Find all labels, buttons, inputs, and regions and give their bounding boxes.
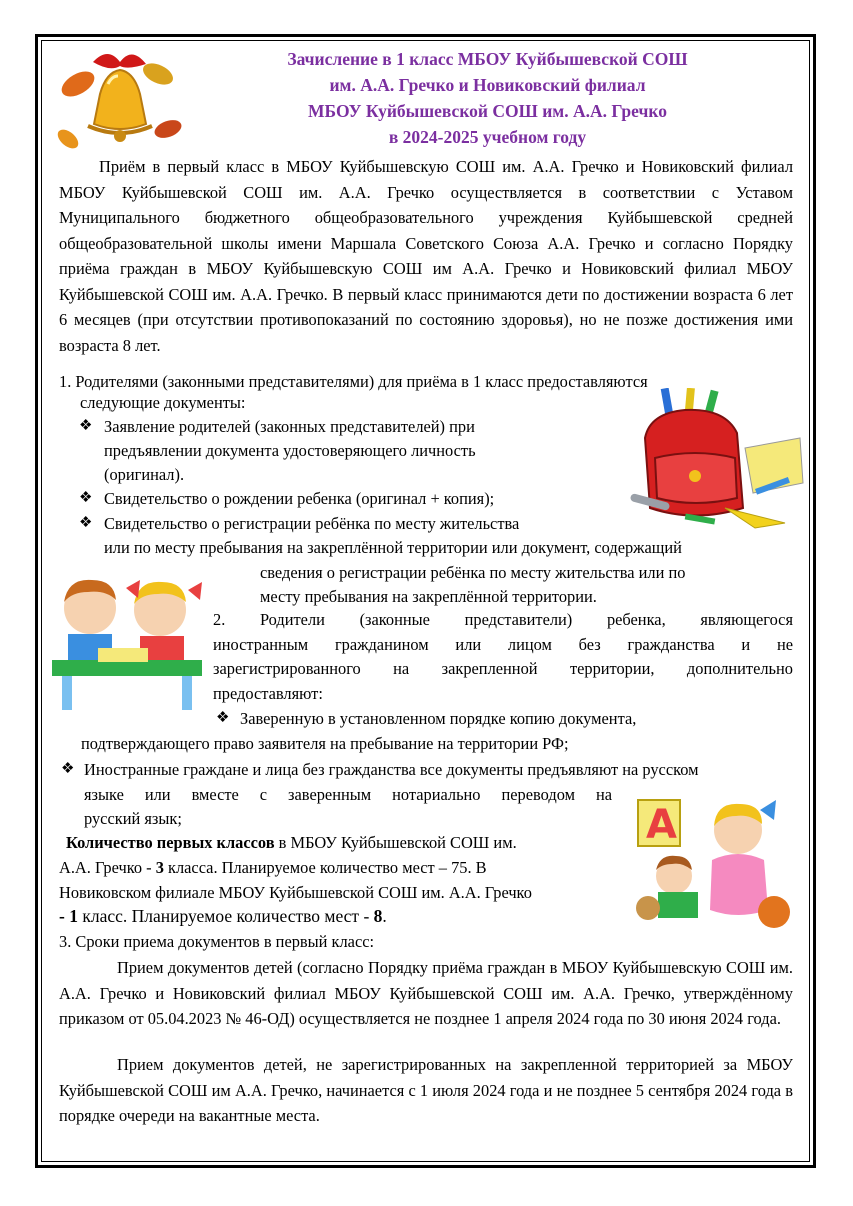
svg-text:A: A — [646, 802, 677, 848]
bullet-icon: ❖ — [61, 761, 75, 777]
section2-line2: иностранным гражданином или лицом без гражданства и не — [213, 635, 793, 654]
title-line-1: Зачисление в 1 класс МБОУ Куйбышевской СОШ — [287, 49, 688, 69]
classes-line4-end: . — [382, 906, 387, 926]
classes-line2 — [59, 855, 487, 880]
classes-bold-lead: Количество первых классов — [66, 833, 275, 852]
foreign-item-1-line2: подтверждающего право заявителя на пребывание на территории РФ; — [81, 734, 569, 753]
bell-illustration — [48, 44, 188, 164]
section2-line1: 2. Родители (законные представители) ребенка, являющегося — [213, 610, 793, 629]
doc-item-3-line4: месту пребывания на закреплённой территории. — [260, 587, 597, 606]
doc-item-1-line3: (оригинал). — [104, 465, 185, 484]
section3-paragraph-1: Прием документов детей (согласно Порядку приёма граждан в МБОУ Куйбышевскую СОШ им. А.А. Гречко и Новиковский филиал МБОУ Куйбышевской СОШ им. А.А. Гречко, утверждённому приказом от 05.04.2023 № 46-ОД) осуществляется не позднее 1 апреля 2024 года по 30 июня 2024 года. — [59, 958, 793, 1028]
classes-line2-b: класса. Планируемое количество мест – 75. В — [163, 858, 487, 877]
title-line-3: МБОУ Куйбышевской СОШ им. А.А. Гречко — [308, 101, 667, 121]
bullet-icon: ❖ — [216, 710, 230, 726]
doc-item-3-line1: Свидетельство о регистрации ребёнка по месту жительства — [104, 514, 520, 533]
bullet-icon: ❖ — [79, 418, 93, 434]
doc-item-2-line1: Свидетельство о рождении ребенка (оригинал + копия); — [104, 489, 495, 508]
section1-line1: 1. Родителями (законными представителями) для приёма в 1 класс предоставляются — [59, 372, 648, 391]
classes-line1-rest: в МБОУ Куйбышевской СОШ им. — [274, 833, 517, 852]
classes-dash: - — [59, 906, 70, 926]
classes-line1 — [66, 830, 517, 855]
section3-paragraph-2: Прием документов детей, не зарегистрированных на закрепленной территорией за МБОУ Куйбышевской СОШ им А.А. Гречко, начинается с 1 июля 2024 года и не позднее 5 сентября 2024 года в порядке очереди на вакантные места. — [59, 1055, 793, 1125]
kids-alphabet-illustration — [628, 790, 798, 935]
bullet-icon: ❖ — [79, 515, 93, 531]
foreign-item-2-line3: русский язык; — [84, 809, 182, 828]
classes-line2-a: А.А. Гречко - — [59, 858, 156, 877]
section1-line2: следующие документы: — [80, 393, 246, 412]
classes-seats-branch: 8 — [373, 906, 383, 926]
classes-line3: Новиковском филиале МБОУ Куйбышевской СОШ им. А.А. Гречко — [59, 883, 532, 902]
section2-line4: предоставляют: — [213, 684, 323, 703]
intro-paragraph: Приём в первый класс в МБОУ Куйбышевскую СОШ им. А.А. Гречко и Новиковский филиал МБОУ Куйбышевской СОШ им. А.А. Гречко осуществляется в соответствии с Уставом Муниципального бюджетного общеобразовательного учреждения Куйбышевской средней общеобразовательной школы имени Маршала Советского Союза А.А. Гречко и согласно Порядку приёма граждан в МБОУ Куйбышевскую СОШ им А.А. Гречко и Новиковский филиал МБОУ Куйбышевской СОШ им. А.А. Гречко. В первый класс принимаются дети по достижении возраста 6 лет 6 месяцев (при отсутствии противопоказаний по состоянию здоровья), но не позже достижения ими возраста 8 лет. — [59, 157, 793, 355]
foreign-item-1-line1: Заверенную в установленном порядке копию документа, — [240, 709, 637, 728]
section2-line3: зарегистрированного на закрепленной территории, дополнительно — [213, 659, 793, 678]
doc-item-3-line2: или по месту пребывания на закреплённой территории или документ, содержащий — [104, 538, 682, 557]
title-line-2: им. А.А. Гречко и Новиковский филиал — [329, 75, 646, 95]
title-line-4: в 2024-2025 учебном году — [388, 127, 587, 147]
doc-item-3-line3: сведения о регистрации ребёнка по месту жительства или по — [260, 563, 686, 582]
doc-item-1-line1: Заявление родителей (законных представителей) при — [104, 417, 475, 436]
page-title — [200, 46, 775, 150]
bullet-icon: ❖ — [79, 490, 93, 506]
foreign-item-2-line1: Иностранные граждане и лица без гражданства все документы предъявляют на русском — [84, 760, 699, 779]
section3-heading: 3. Сроки приема документов в первый класс: — [59, 932, 375, 951]
kids-desk-illustration — [48, 568, 208, 718]
classes-line4 — [59, 904, 387, 929]
classes-count-main: 3 — [155, 858, 164, 877]
foreign-item-2-line2: языке или вместе с заверенным нотариально переводом на — [84, 785, 612, 804]
backpack-illustration — [625, 388, 810, 538]
doc-item-1-line2: предъявлении документа удостоверяющего личность — [104, 441, 476, 460]
classes-count-branch: 1 — [69, 906, 78, 926]
classes-line4-b: класс. Планируемое количество мест - — [77, 906, 374, 926]
